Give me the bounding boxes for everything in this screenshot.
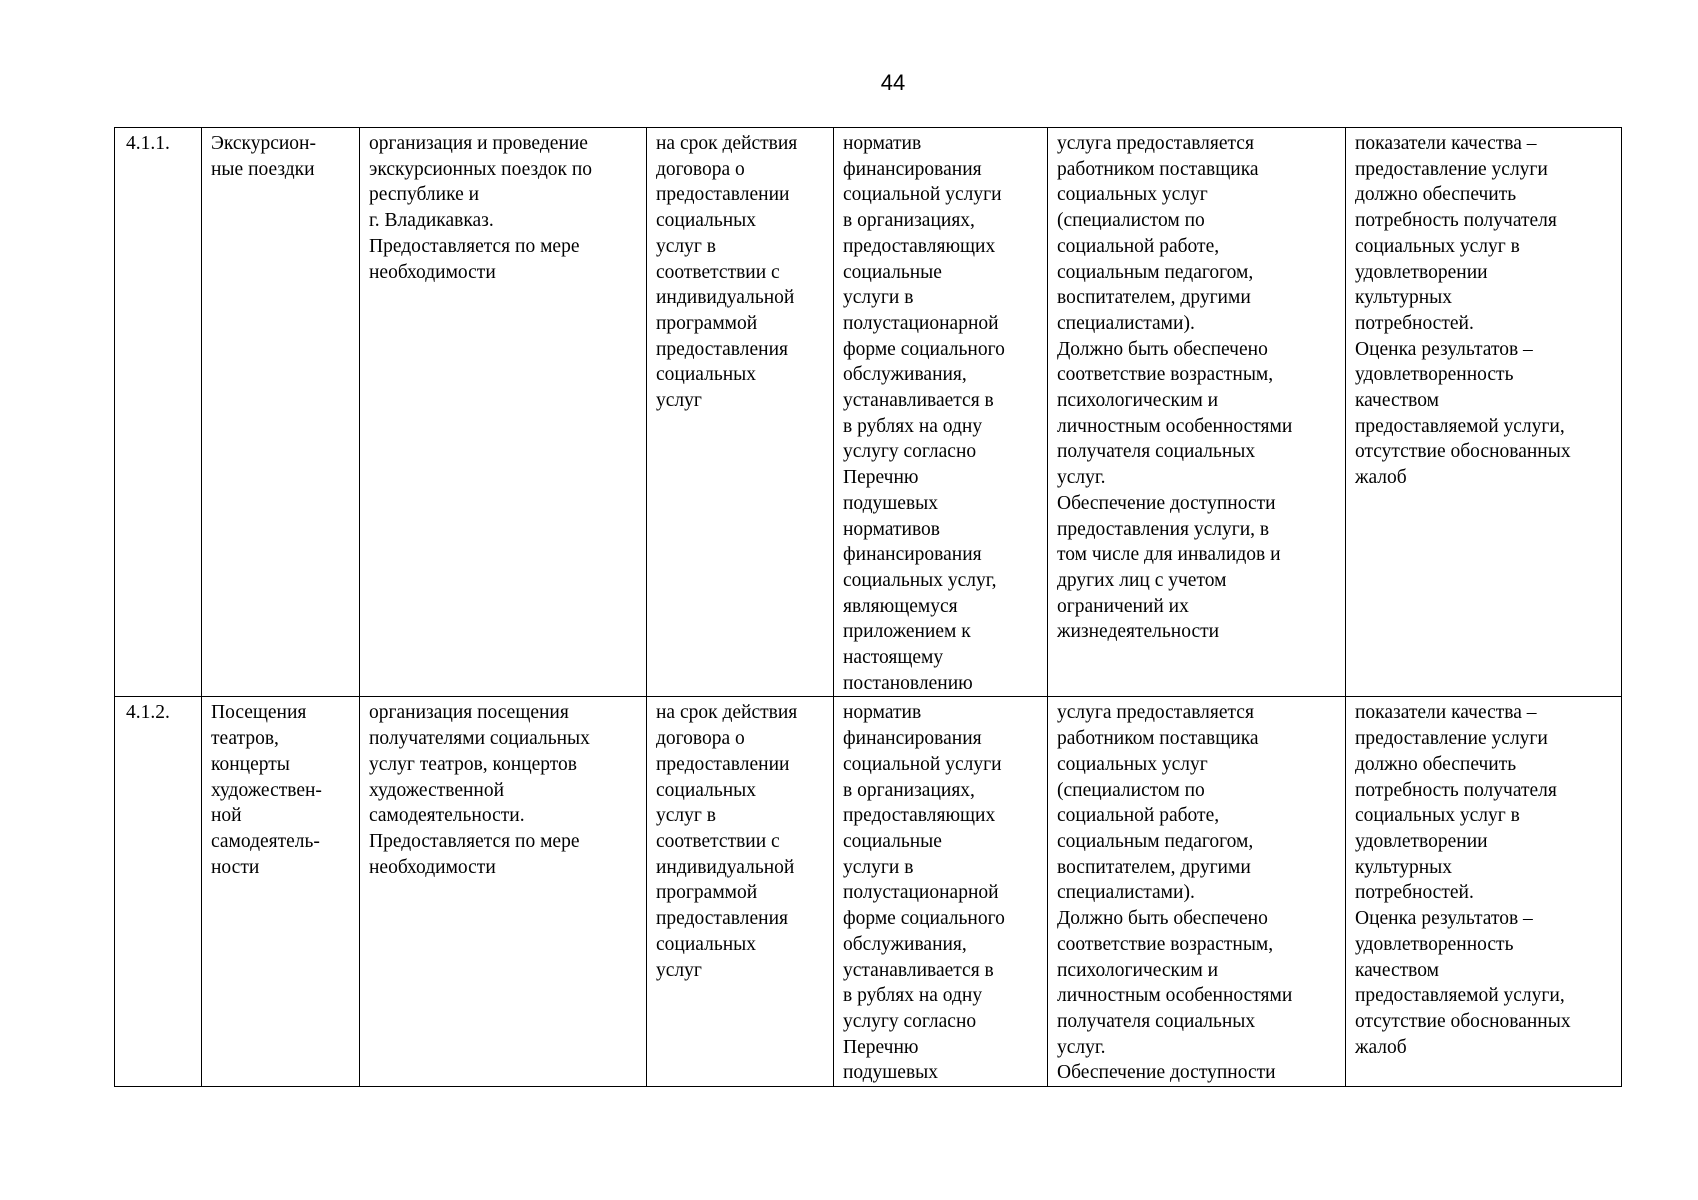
service-description-cell bbox=[360, 697, 647, 1087]
page-number: 44 bbox=[880, 70, 906, 95]
service-conditions-cell bbox=[1048, 128, 1346, 697]
service-term: на срок действия договора о предоставлении социальных услуг в соответствии с индивидуальной программой предоставления социальных услуг bbox=[656, 702, 798, 981]
service-quality: показатели качества – предоставление услуги должно обеспечить потребность получателя социальных услуг в удовлетворении культурных потребностей. Оценка результатов – удовлетворенность качеством предоставляемой услуги, отсутствие обоснованных жалоб bbox=[1355, 133, 1571, 489]
service-term-cell bbox=[647, 128, 834, 697]
service-number-cell bbox=[115, 697, 202, 1087]
service-name-cell bbox=[202, 697, 360, 1087]
service-conditions-cell bbox=[1048, 697, 1346, 1087]
service-conditions: услуга предоставляется работником поставщика социальных услуг (специалистом по социальной работе, социальным педагогом, воспитателем, другими специалистами). Должно быть обеспечено соответствие возрастным, психологическим и личностным особенностями получателя социальных услуг. Обеспечение доступности предоставления услуги, в том числе для инвалидов и других лиц с учетом ограничений их жизнедеятельности bbox=[1057, 133, 1293, 643]
service-name: Посещения театров, концерты художествен- ной самодеятель- ности bbox=[211, 702, 322, 878]
service-term: на срок действия договора о предоставлении социальных услуг в соответствии с индивидуальной программой предоставления социальных услуг bbox=[656, 133, 798, 412]
service-norm-cell bbox=[834, 128, 1048, 697]
service-number-cell bbox=[115, 128, 202, 697]
table-row bbox=[115, 128, 1622, 697]
service-number: 4.1.1. bbox=[126, 133, 170, 154]
table-row bbox=[115, 697, 1622, 1087]
service-name: Экскурсион- ные поездки bbox=[211, 133, 316, 180]
service-description-cell bbox=[360, 128, 647, 697]
service-quality: показатели качества – предоставление услуги должно обеспечить потребность получателя социальных услуг в удовлетворении культурных потребностей. Оценка результатов – удовлетворенность качеством предоставляемой услуги, отсутствие обоснованных жалоб bbox=[1355, 702, 1571, 1058]
service-norm: норматив финансирования социальной услуги в организациях, предоставляющих социальные услуги в полустационарной форме социального обслуживания, устанавливается в в рублях на одну услугу согласно Перечню подушевых bbox=[843, 702, 1005, 1084]
service-conditions: услуга предоставляется работником поставщика социальных услуг (специалистом по социальной работе, социальным педагогом, воспитателем, другими специалистами). Должно быть обеспечено соответствие возрастным, психологическим и личностным особенностями получателя социальных услуг. Обеспечение доступности bbox=[1057, 702, 1293, 1084]
service-norm: норматив финансирования социальной услуги в организациях, предоставляющих социальные услуги в полустационарной форме социального обслуживания, устанавливается в в рублях на одну услугу согласно Перечню подушевых нормативов финансирования социальных услуг, являющемуся приложением к настоящему постановлению bbox=[843, 133, 1005, 694]
services-table bbox=[114, 127, 1622, 1087]
service-description: организация и проведение экскурсионных поездок по республике и г. Владикавказ. Предоставляется по мере необходимости bbox=[369, 133, 593, 283]
service-term-cell bbox=[647, 697, 834, 1087]
service-name-cell bbox=[202, 128, 360, 697]
service-description: организация посещения получателями социальных услуг театров, концертов художественной самодеятельности. Предоставляется по мере необходимости bbox=[369, 702, 590, 878]
service-quality-cell bbox=[1346, 128, 1622, 697]
service-norm-cell bbox=[834, 697, 1048, 1087]
service-quality-cell bbox=[1346, 697, 1622, 1087]
service-number: 4.1.2. bbox=[126, 702, 170, 724]
